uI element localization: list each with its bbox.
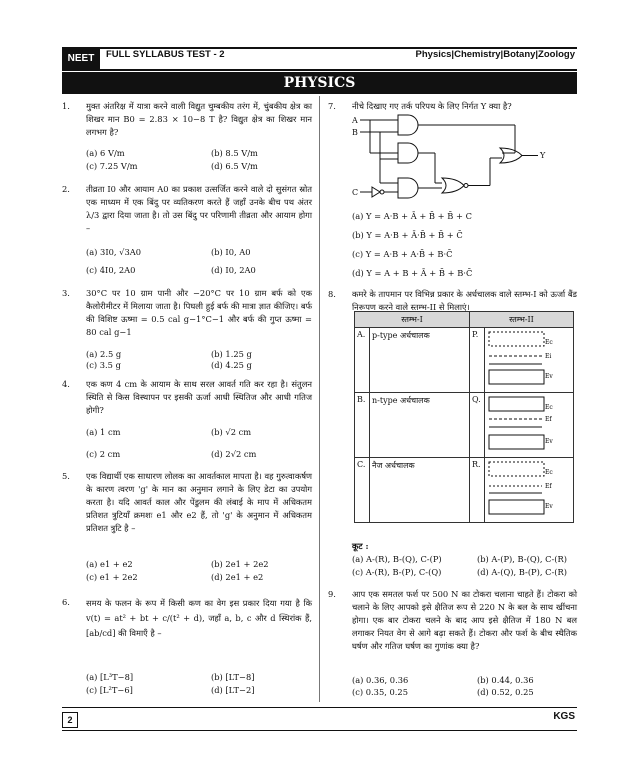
option-a: (a) Y = A·B + Ā + B̄ + B̄ + C [352,211,472,221]
question-text: नीचे दिखाए गए तर्क परिपथ के लिए निर्गत Y क्या है? [352,101,512,111]
column-2-header: स्तम्भ-II [470,312,574,328]
row-label: A. [355,328,370,393]
band-diagram-r [485,458,574,523]
option-c: (c) [L²T−6] [86,685,133,695]
option-a: (a) A-(R), B-(Q), C-(P) [352,554,442,564]
codes-label: कूट : [352,541,369,551]
option-a: (a) 3I0, √3A0 [86,247,142,257]
question-number: 4. [62,379,70,389]
band-label: R. [470,458,485,523]
option-d: (d) 2√2 cm [211,449,257,459]
option-c: (c) 4I0, 2A0 [86,265,136,275]
option-b: (b) Y = A·B + Ā·B̄ + B̄ + C̄ [352,230,463,240]
input-c-label: C [352,188,359,197]
option-a: (a) 6 V/m [86,148,125,158]
question-number: 9. [328,589,336,599]
svg-text:Ef: Ef [545,416,552,423]
kgs-logo: KGS [553,711,575,722]
option-b: (b) A-(P), B-(Q), C-(R) [477,554,568,564]
band-diagram-q [485,393,574,458]
output-y-label: Y [540,151,546,160]
row-text: p-type अर्धचालक [370,328,470,393]
and-gate-3 [398,178,418,198]
row-label: B. [355,393,370,458]
option-d: (d) 4.25 g [211,360,252,370]
svg-text:Ec: Ec [545,469,553,476]
question-number: 2. [62,184,70,194]
option-d: (d) [LT−2] [211,685,255,695]
option-b: (b) 8.5 V/m [211,148,258,158]
option-d: (d) 6.5 V/m [211,161,258,171]
question-number: 8. [328,289,336,299]
svg-text:Ec: Ec [545,404,553,411]
and-gate-2 [398,143,418,163]
column-divider [319,96,320,702]
question-number: 1. [62,101,70,111]
and-gate-1 [398,115,418,135]
exam-label: NEET [62,49,100,69]
svg-text:Ef: Ef [545,483,552,490]
question-text: मुक्त अंतरिक्ष में यात्रा करने वाली विद्युत चुम्बकीय तरंग में, चुंबकीय क्षेत्र का शिखर मान B0 = 2.83 × 10−8 T है? विद्युत क्षेत्र का शिखर मान लगभग है? [86,101,312,137]
question-text: एक विद्यार्थी एक साधारण लोलक का आवर्तकाल मापता है। वह गुरुत्वाकर्षण के कारण त्वरण 'g' के मान का अनुमान लगाने के लिए डेटा का उपयोग करता है। यदि आवर्त काल और पेंडुलम की लंबाई के माप में अधिकतम प्रतिशत त्रुटियाँ क्रमशः e1 और e2 हैं, तो 'g' के अनुमान में अधिकतम प्रतिशत त्रुटि है – [86,471,312,533]
question-number: 5. [62,471,70,481]
option-d: (d) Y = A + B + Ā + B̄ + B·C̄ [352,268,473,278]
option-d: (d) I0, 2A0 [211,265,256,275]
band-label: P. [470,328,485,393]
question-text: तीव्रता I0 और आयाम A0 का प्रकाश उत्सर्जित करने वाले दो सुसंगत स्रोत एक माध्यम में एक बिंदु पर व्यतिकरण करते हैं जहाँ उनके बीच पथ अंतर λ/3 द्वारा दिया जाता है। तो उस बिंदु पर परिणामी तीव्रता और आयाम होगा – [86,184,312,233]
svg-text:Ec: Ec [545,339,553,346]
page-footer [62,707,577,731]
not-gate [372,187,380,197]
page-header [62,47,577,71]
option-a: (a) 2.5 g [86,349,122,359]
option-d: (d) 2e1 + e2 [211,572,264,582]
band-diagram-p [485,328,574,393]
question-8 [328,288,577,312]
option-b: (b) [LT−8] [211,672,255,682]
option-c: (c) 0.35, 0.25 [352,687,408,697]
question-3 [62,287,312,375]
svg-text:Ev: Ev [545,373,553,380]
question-9 [328,588,577,703]
option-d: (d) A-(Q), B-(P), C-(R) [477,567,568,577]
logic-circuit-diagram [350,113,550,203]
option-b: (b) 2e1 + 2e2 [211,559,269,569]
option-b: (b) 1.25 g [211,349,252,359]
question-text: समय के फलन के रूप में किसी कण का वेग इस प्रकार दिया गया है कि v(t) = at² + bt + c/(t² + d), जहाँ a, b, c और d स्थिरांक हैं, [ab/cd] की विमाएँ है – [86,598,312,638]
row-label: C. [355,458,370,523]
row-text: n-type अर्धचालक [370,393,470,458]
svg-text:Ei: Ei [545,353,552,360]
question-number: 3. [62,288,70,298]
question-text: एक कण 4 cm के आयाम के साथ सरल आवर्त गति कर रहा है। संतुलन स्थिति से किस विस्थापन पर इसकी ऊर्जा आधी स्थितिज और आधी गतिज होगी? [86,379,312,415]
svg-text:Ev: Ev [545,503,553,510]
question-4 [62,378,312,462]
option-a: (a) 0.36, 0.36 [352,675,409,685]
section-title: PHYSICS [62,72,577,94]
match-table [354,311,574,523]
question-8-codes [328,540,577,580]
page-number: 2 [62,712,78,728]
question-1 [62,100,312,180]
row-text: नैज अर्धचालक [370,458,470,523]
subject-list: Physics|Chemistry|Botany|Zoology [415,49,575,60]
option-c: (c) 2 cm [86,449,121,459]
option-c: (c) 7.25 V/m [86,161,138,171]
question-5 [62,470,312,588]
option-c: (c) e1 + 2e2 [86,572,138,582]
column-1-header: स्तम्भ-I [355,312,470,328]
band-label: Q. [470,393,485,458]
option-a: (a) e1 + e2 [86,559,133,569]
option-c: (c) Y = A·B + A·B̄ + B·C̄ [352,249,453,259]
question-2 [62,183,312,283]
question-text: 30°C पर 10 ग्राम पानी और −20°C पर 10 ग्राम बर्फ को एक कैलोरीमीटर में मिलाया जाता है। पिघली हुई बर्फ की मात्रा ज्ञात कीजिए। बर्फ की विशिष्ट ऊष्मा = 0.5 cal g−1°C−1 और बर्फ की गुप्त ऊष्मा = 80 cal g−1 [86,288,312,337]
option-b: (b) 0.44, 0.36 [477,675,534,685]
option-d: (d) 0.52, 0.25 [477,687,534,697]
question-number: 6. [62,597,70,607]
input-a-label: A [352,116,358,125]
test-title: FULL SYLLABUS TEST - 2 [106,49,225,60]
nor-gate [500,148,522,163]
option-b: (b) I0, A0 [211,247,251,257]
option-a: (a) 1 cm [86,427,121,437]
question-text: आप एक समतल फर्श पर 500 N का टोकरा चलाना चाहते हैं। टोकरा को चलाने के लिए आपको इसे क्षैतिज रूप से 220 N के बल के साथ खींचना होगा। एक बार टोकरा चलने के बाद आप इसे क्षैतिज में 180 N बल लगाकर नियत वेग से आगे बढ़ा सकते हैं। टोकरा और फर्श के बीच स्थैतिक घर्षण और गतिज घर्षण का गुणांक क्या है? [352,589,577,651]
option-b: (b) √2 cm [211,427,252,437]
option-c: (c) 3.5 g [86,360,121,370]
or-gate [442,178,464,193]
question-text: कमरे के तापमान पर विभिन्न प्रकार के अर्धचालक वाले स्तम्भ-I को ऊर्जा बैंड निरूपण करने वाले स्तम्भ-II से मिलाएं। [352,289,577,312]
svg-text:Ev: Ev [545,438,553,445]
option-c: (c) A-(R), B-(P), C-(Q) [352,567,442,577]
question-6 [62,596,312,704]
input-b-label: B [352,128,358,137]
question-number: 7. [328,101,336,111]
option-a: (a) [L³T−8] [86,672,134,682]
